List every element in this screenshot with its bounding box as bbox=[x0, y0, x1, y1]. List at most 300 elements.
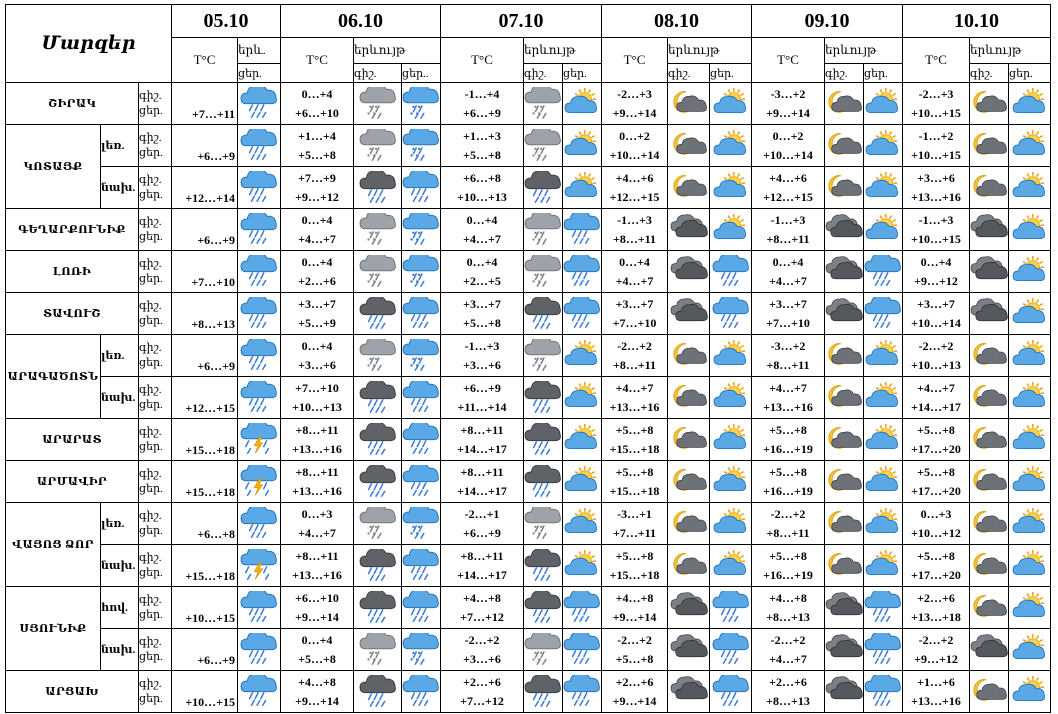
weather-icon-cell bbox=[864, 587, 903, 629]
sun-cloud-icon bbox=[712, 171, 750, 205]
temperature-range: +7…+11 bbox=[172, 83, 238, 125]
phenomenon-header: երևույթ bbox=[524, 38, 602, 64]
night-temp: +1…+3 bbox=[463, 128, 501, 143]
temperature-range bbox=[602, 293, 668, 335]
region-name: ԼՈՌԻ bbox=[6, 251, 139, 293]
weather-icon-cell bbox=[825, 209, 864, 251]
temperature-range: +12…+14 bbox=[172, 167, 238, 209]
sun-cloud-icon bbox=[864, 339, 902, 373]
region-row bbox=[6, 503, 1051, 545]
rain-icon bbox=[240, 255, 278, 289]
sun-cloud-icon bbox=[864, 129, 902, 163]
day-temp: +13…+16 bbox=[292, 441, 342, 456]
weather-icon-cell bbox=[668, 125, 710, 167]
day-label: ցեր. bbox=[139, 608, 163, 621]
night-label: գիշ. bbox=[139, 593, 162, 606]
region-row bbox=[6, 83, 1051, 125]
dark-rain-icon bbox=[359, 381, 397, 415]
day-temp: +15…+18 bbox=[609, 483, 660, 498]
moon-cloud-icon bbox=[670, 171, 708, 205]
night-temp: 0…+4 bbox=[920, 254, 952, 269]
weather-icon-cell bbox=[238, 461, 281, 503]
day-temp: +8…+11 bbox=[612, 357, 656, 372]
weather-icon-cell bbox=[563, 335, 602, 377]
moon-cloud-icon bbox=[670, 381, 708, 415]
day-temp: +7…+10 bbox=[612, 315, 657, 330]
rain-icon bbox=[563, 675, 601, 709]
night-temp: +8…+11 bbox=[295, 548, 339, 563]
weather-icon-cell bbox=[825, 83, 864, 125]
dark-cloud-icon bbox=[825, 213, 863, 247]
dark-cloud-icon bbox=[670, 675, 708, 709]
sun-cloud-icon bbox=[864, 213, 902, 247]
night-subheader: գիշ. bbox=[524, 64, 563, 83]
rain-icon bbox=[563, 297, 601, 331]
day-label: ցեր. bbox=[139, 440, 163, 453]
day-temp: +9…+14 bbox=[295, 693, 339, 708]
snow-rain-icon bbox=[524, 255, 562, 289]
sun-cloud-icon bbox=[1011, 171, 1049, 205]
night-temp: 0…+3 bbox=[301, 506, 333, 521]
weather-icon-cell bbox=[710, 545, 752, 587]
weather-icon-cell bbox=[563, 83, 602, 125]
rain-icon bbox=[240, 297, 278, 331]
weather-icon-cell bbox=[563, 419, 602, 461]
night-label: գիշ. bbox=[139, 635, 162, 648]
weather-icon-cell bbox=[402, 503, 441, 545]
day-temp: +9…+12 bbox=[295, 189, 339, 204]
weather-icon-cell bbox=[825, 377, 864, 419]
sun-cloud-icon bbox=[1011, 591, 1049, 625]
night-temp: 0…+4 bbox=[301, 212, 333, 227]
night-temp: -1…+4 bbox=[464, 86, 500, 101]
region-name: ՍՅՈՒՆԻՔ bbox=[6, 587, 101, 671]
day-temp: +5…+8 bbox=[298, 147, 336, 162]
temperature-range bbox=[281, 167, 354, 209]
night-temp: -1…+2 bbox=[918, 128, 954, 143]
weather-icon-cell bbox=[710, 209, 752, 251]
night-temp: +6…+9 bbox=[463, 380, 501, 395]
moon-cloud-icon bbox=[670, 465, 708, 499]
altitude-zone: նախ. bbox=[101, 377, 139, 419]
weather-icon-cell bbox=[524, 251, 563, 293]
rain-icon bbox=[563, 591, 601, 625]
day-temp: +7…+10 bbox=[766, 315, 810, 330]
dark-cloud-icon bbox=[825, 255, 863, 289]
rain-icon bbox=[240, 87, 278, 121]
dark-rain-icon bbox=[524, 591, 562, 625]
weather-icon-cell bbox=[402, 671, 441, 713]
weather-icon-cell bbox=[864, 419, 903, 461]
night-temp: -1…+3 bbox=[464, 338, 500, 353]
weather-icon-cell bbox=[668, 461, 710, 503]
weather-icon-cell bbox=[825, 125, 864, 167]
temperature-range bbox=[281, 503, 354, 545]
sun-cloud-icon bbox=[1011, 129, 1049, 163]
weather-icon-cell bbox=[524, 83, 563, 125]
night-temp: +8…+11 bbox=[460, 422, 504, 437]
day-temp: +10…+13 bbox=[457, 189, 507, 204]
day-temp: +14…+17 bbox=[457, 441, 507, 456]
night-temp: +3…+6 bbox=[917, 170, 955, 185]
weather-icon-cell bbox=[1009, 503, 1051, 545]
weather-icon-cell bbox=[970, 125, 1009, 167]
weather-icon-cell bbox=[825, 671, 864, 713]
temperature-range bbox=[281, 419, 354, 461]
weather-icon-cell bbox=[238, 125, 281, 167]
weather-icon-cell bbox=[354, 671, 402, 713]
moon-cloud-icon bbox=[825, 507, 863, 541]
rain-icon bbox=[240, 675, 278, 709]
temperature-range bbox=[281, 209, 354, 251]
temperature-range bbox=[441, 83, 524, 125]
weather-icon-cell bbox=[668, 671, 710, 713]
day-temp: +8…+13 bbox=[766, 609, 810, 624]
night-temp: +3…+7 bbox=[917, 296, 955, 311]
dark-rain-icon bbox=[524, 465, 562, 499]
temperature-range bbox=[903, 251, 970, 293]
temperature-range: +6…+9 bbox=[172, 209, 238, 251]
night-day-labels bbox=[139, 293, 172, 335]
weather-icon-cell bbox=[354, 335, 402, 377]
temperature-range bbox=[441, 671, 524, 713]
weather-icon-cell bbox=[563, 125, 602, 167]
day-temp: +13…+16 bbox=[911, 189, 961, 204]
night-temp: -3…+2 bbox=[770, 86, 806, 101]
day-temp: +4…+7 bbox=[298, 525, 336, 540]
weather-icon-cell bbox=[970, 209, 1009, 251]
weather-icon-cell bbox=[524, 629, 563, 671]
phenomenon-header: երևույթ bbox=[668, 38, 752, 64]
temp-header: T°C bbox=[281, 38, 354, 83]
day-temp: +13…+18 bbox=[911, 609, 961, 624]
snow-rain-blue-icon bbox=[402, 507, 440, 541]
moon-cloud-icon bbox=[825, 549, 863, 583]
temperature-range bbox=[903, 461, 970, 503]
sun-cloud-icon bbox=[864, 381, 902, 415]
dark-rain-icon bbox=[359, 423, 397, 457]
sun-cloud-icon bbox=[1011, 423, 1049, 457]
region-row bbox=[6, 671, 1051, 713]
dark-cloud-icon bbox=[670, 633, 708, 667]
day-temp: +17…+20 bbox=[911, 483, 961, 498]
temperature-range bbox=[602, 251, 668, 293]
thunder-rain-icon bbox=[240, 549, 278, 583]
altitude-zone: լեռ. bbox=[101, 335, 139, 377]
phenomenon-header: երևույթ bbox=[825, 38, 903, 64]
day-temp: +10…+13 bbox=[911, 357, 961, 372]
temperature-range bbox=[752, 671, 825, 713]
night-temp: +8…+11 bbox=[460, 464, 504, 479]
moon-cloud-icon bbox=[825, 423, 863, 457]
weather-icon-cell bbox=[970, 293, 1009, 335]
temperature-range bbox=[903, 545, 970, 587]
altitude-zone: նախ. bbox=[101, 167, 139, 209]
night-temp: +6…+8 bbox=[463, 170, 501, 185]
dark-rain-icon bbox=[359, 465, 397, 499]
snow-rain-icon bbox=[359, 339, 397, 373]
temperature-range bbox=[441, 293, 524, 335]
weather-icon-cell bbox=[710, 293, 752, 335]
night-temp: -3…+1 bbox=[617, 506, 652, 521]
moon-cloud-icon bbox=[670, 87, 708, 121]
weather-icon-cell bbox=[825, 545, 864, 587]
snow-rain-icon bbox=[359, 87, 397, 121]
region-row bbox=[6, 125, 1051, 167]
night-subheader: գիշ. bbox=[668, 64, 710, 83]
weather-icon-cell bbox=[524, 587, 563, 629]
weather-icon-cell bbox=[668, 419, 710, 461]
weather-icon-cell bbox=[402, 209, 441, 251]
night-temp: -3…+2 bbox=[770, 338, 806, 353]
sun-cloud-icon bbox=[1011, 381, 1049, 415]
day-temp: +10…+15 bbox=[911, 147, 961, 162]
day-subheader: ցեր. bbox=[563, 64, 602, 83]
day-temp: +15…+18 bbox=[609, 567, 660, 582]
sun-cloud-icon bbox=[712, 381, 750, 415]
night-temp: 0…+4 bbox=[466, 254, 498, 269]
weather-icon-cell bbox=[402, 587, 441, 629]
weather-icon-cell bbox=[563, 587, 602, 629]
temperature-range bbox=[903, 83, 970, 125]
temperature-range bbox=[752, 419, 825, 461]
rain-icon bbox=[240, 339, 278, 373]
weather-icon-cell bbox=[238, 209, 281, 251]
temperature-range bbox=[903, 587, 970, 629]
weather-icon-cell bbox=[825, 293, 864, 335]
night-temp: -2…+2 bbox=[464, 632, 500, 647]
weather-icon-cell bbox=[402, 461, 441, 503]
weather-icon-cell bbox=[668, 209, 710, 251]
dark-cloud-icon bbox=[970, 633, 1008, 667]
temperature-range bbox=[903, 167, 970, 209]
weather-icon-cell bbox=[825, 461, 864, 503]
night-temp: -2…+2 bbox=[918, 338, 954, 353]
weather-icon-cell bbox=[825, 587, 864, 629]
sun-cloud-icon bbox=[712, 129, 750, 163]
night-temp: 0…+4 bbox=[301, 338, 333, 353]
weather-icon-cell bbox=[668, 83, 710, 125]
weather-icon-cell bbox=[710, 503, 752, 545]
weather-icon-cell bbox=[354, 125, 402, 167]
snow-rain-icon bbox=[524, 339, 562, 373]
weather-icon-cell bbox=[402, 335, 441, 377]
weather-icon-cell bbox=[563, 671, 602, 713]
sun-cloud-icon bbox=[1011, 213, 1049, 247]
day-label: ցեր. bbox=[139, 314, 163, 327]
day-temp: +12…+15 bbox=[763, 189, 813, 204]
night-subheader: գիշ. bbox=[825, 64, 864, 83]
weather-icon-cell bbox=[864, 335, 903, 377]
day-temp: +10…+15 bbox=[911, 231, 961, 246]
night-subheader: գիշ. bbox=[354, 64, 402, 83]
night-temp: +2…+6 bbox=[463, 674, 501, 689]
day-label: ցեր. bbox=[139, 398, 163, 411]
weather-icon-cell bbox=[970, 167, 1009, 209]
weather-icon-cell bbox=[563, 545, 602, 587]
rain-icon bbox=[402, 171, 440, 205]
weather-icon-cell bbox=[238, 629, 281, 671]
day-temp: +16…+19 bbox=[763, 567, 813, 582]
temperature-range bbox=[903, 419, 970, 461]
day-temp: +2…+6 bbox=[298, 273, 336, 288]
night-temp: -1…+3 bbox=[770, 212, 806, 227]
weather-icon-cell bbox=[1009, 251, 1051, 293]
night-label: գիշ. bbox=[139, 467, 162, 480]
sun-cloud-icon bbox=[712, 465, 750, 499]
weather-icon-cell bbox=[710, 335, 752, 377]
day-temp: +14…+17 bbox=[457, 567, 507, 582]
day-label: ցեր. bbox=[139, 692, 163, 705]
weather-icon-cell bbox=[563, 377, 602, 419]
day-temp: +8…+13 bbox=[766, 693, 810, 708]
night-temp: -2…+2 bbox=[770, 632, 806, 647]
weather-icon-cell bbox=[864, 125, 903, 167]
moon-cloud-icon bbox=[970, 465, 1008, 499]
day-temp: +13…+16 bbox=[763, 399, 813, 414]
rain-icon bbox=[240, 129, 278, 163]
night-day-labels bbox=[139, 461, 172, 503]
weather-icon-cell bbox=[1009, 461, 1051, 503]
temperature-range: +15…+18 bbox=[172, 461, 238, 503]
temperature-range bbox=[441, 587, 524, 629]
temperature-range: +8…+13 bbox=[172, 293, 238, 335]
forecast-table bbox=[5, 4, 1051, 713]
night-day-labels bbox=[139, 335, 172, 377]
day-label: ցեր. bbox=[139, 356, 163, 369]
night-temp: +5…+8 bbox=[615, 548, 654, 563]
weather-icon-cell bbox=[354, 461, 402, 503]
night-temp: +4…+6 bbox=[769, 170, 807, 185]
weather-icon-cell bbox=[1009, 587, 1051, 629]
dark-cloud-icon bbox=[825, 633, 863, 667]
region-name: ԱՐՄԱՎԻՐ bbox=[6, 461, 139, 503]
weather-icon-cell bbox=[524, 545, 563, 587]
region-row bbox=[6, 377, 1051, 419]
dark-rain-icon bbox=[359, 549, 397, 583]
altitude-zone: հով. bbox=[101, 587, 139, 629]
dark-cloud-icon bbox=[970, 297, 1008, 331]
weather-icon-cell bbox=[524, 671, 563, 713]
temperature-range bbox=[602, 587, 668, 629]
weather-icon-cell bbox=[825, 629, 864, 671]
day-label: ցեր. bbox=[139, 146, 163, 159]
night-temp: +5…+8 bbox=[769, 548, 807, 563]
rain-icon bbox=[712, 255, 750, 289]
temperature-range bbox=[752, 167, 825, 209]
temperature-range bbox=[441, 251, 524, 293]
weather-icon-cell bbox=[238, 167, 281, 209]
sun-cloud-icon bbox=[1011, 297, 1049, 331]
date-header: 05.10 bbox=[172, 5, 281, 38]
temperature-range bbox=[903, 377, 970, 419]
temperature-range bbox=[602, 83, 668, 125]
temperature-range bbox=[903, 629, 970, 671]
night-label: գիշ. bbox=[139, 383, 162, 396]
temperature-range bbox=[602, 629, 668, 671]
region-row bbox=[6, 167, 1051, 209]
weather-icon-cell bbox=[563, 167, 602, 209]
weather-icon-cell bbox=[970, 377, 1009, 419]
rain-icon bbox=[240, 171, 278, 205]
weather-icon-cell bbox=[402, 83, 441, 125]
weather-icon-cell bbox=[354, 545, 402, 587]
weather-icon-cell bbox=[970, 629, 1009, 671]
day-label: ցեր. bbox=[139, 104, 163, 117]
temperature-range: +15…+18 bbox=[172, 419, 238, 461]
temperature-range bbox=[752, 209, 825, 251]
region-name: ԿՈՏԱՅՔ bbox=[6, 125, 101, 209]
temperature-range bbox=[752, 629, 825, 671]
weather-icon-cell bbox=[238, 503, 281, 545]
sun-cloud-icon bbox=[1011, 633, 1049, 667]
temperature-range bbox=[602, 545, 668, 587]
sun-cloud-icon bbox=[712, 339, 750, 373]
dark-rain-icon bbox=[524, 675, 562, 709]
sun-cloud-icon bbox=[864, 507, 902, 541]
sun-cloud-icon bbox=[1011, 549, 1049, 583]
weather-icon-cell bbox=[970, 503, 1009, 545]
day-temp: +10…+15 bbox=[911, 105, 961, 120]
weather-icon-cell bbox=[524, 377, 563, 419]
temperature-range bbox=[602, 419, 668, 461]
temperature-range: +6…+8 bbox=[172, 503, 238, 545]
weather-icon-cell bbox=[710, 377, 752, 419]
weather-icon-cell bbox=[668, 377, 710, 419]
weather-icon-cell bbox=[238, 545, 281, 587]
moon-cloud-icon bbox=[825, 339, 863, 373]
temperature-range bbox=[602, 461, 668, 503]
snow-rain-blue-icon bbox=[402, 339, 440, 373]
night-day-labels bbox=[139, 251, 172, 293]
day-label: ցեր. bbox=[139, 188, 163, 201]
temperature-range bbox=[281, 545, 354, 587]
sun-cloud-icon bbox=[864, 549, 902, 583]
temperature-range bbox=[602, 503, 668, 545]
region-row bbox=[6, 209, 1051, 251]
day-temp: +13…+16 bbox=[609, 399, 660, 414]
weather-icon-cell bbox=[563, 629, 602, 671]
night-label: գիշ. bbox=[139, 425, 162, 438]
rain-icon bbox=[240, 381, 278, 415]
moon-cloud-icon bbox=[970, 339, 1008, 373]
snow-rain-icon bbox=[524, 213, 562, 247]
moon-cloud-icon bbox=[670, 423, 708, 457]
day-temp: +17…+20 bbox=[911, 567, 961, 582]
region-row bbox=[6, 293, 1051, 335]
temperature-range bbox=[752, 251, 825, 293]
sun-cloud-icon bbox=[563, 381, 601, 415]
snow-rain-blue-icon bbox=[402, 255, 440, 289]
night-temp: 0…+4 bbox=[772, 254, 804, 269]
day-temp: +7…+12 bbox=[460, 693, 504, 708]
night-temp: -1…+3 bbox=[918, 212, 954, 227]
region-name: ԱՐԱՐԱՏ bbox=[6, 419, 139, 461]
rain-icon bbox=[864, 255, 902, 289]
region-row bbox=[6, 587, 1051, 629]
moon-cloud-icon bbox=[970, 675, 1008, 709]
night-temp: 0…+2 bbox=[619, 128, 650, 143]
dark-rain-icon bbox=[524, 171, 562, 205]
weather-icon-cell bbox=[864, 545, 903, 587]
weather-icon-cell bbox=[563, 209, 602, 251]
weather-icon-cell bbox=[524, 167, 563, 209]
weather-icon-cell bbox=[864, 629, 903, 671]
day-subheader: ցեր. bbox=[864, 64, 903, 83]
weather-icon-cell bbox=[354, 293, 402, 335]
night-temp: +4…+8 bbox=[769, 590, 807, 605]
day-temp: +3…+6 bbox=[463, 651, 501, 666]
